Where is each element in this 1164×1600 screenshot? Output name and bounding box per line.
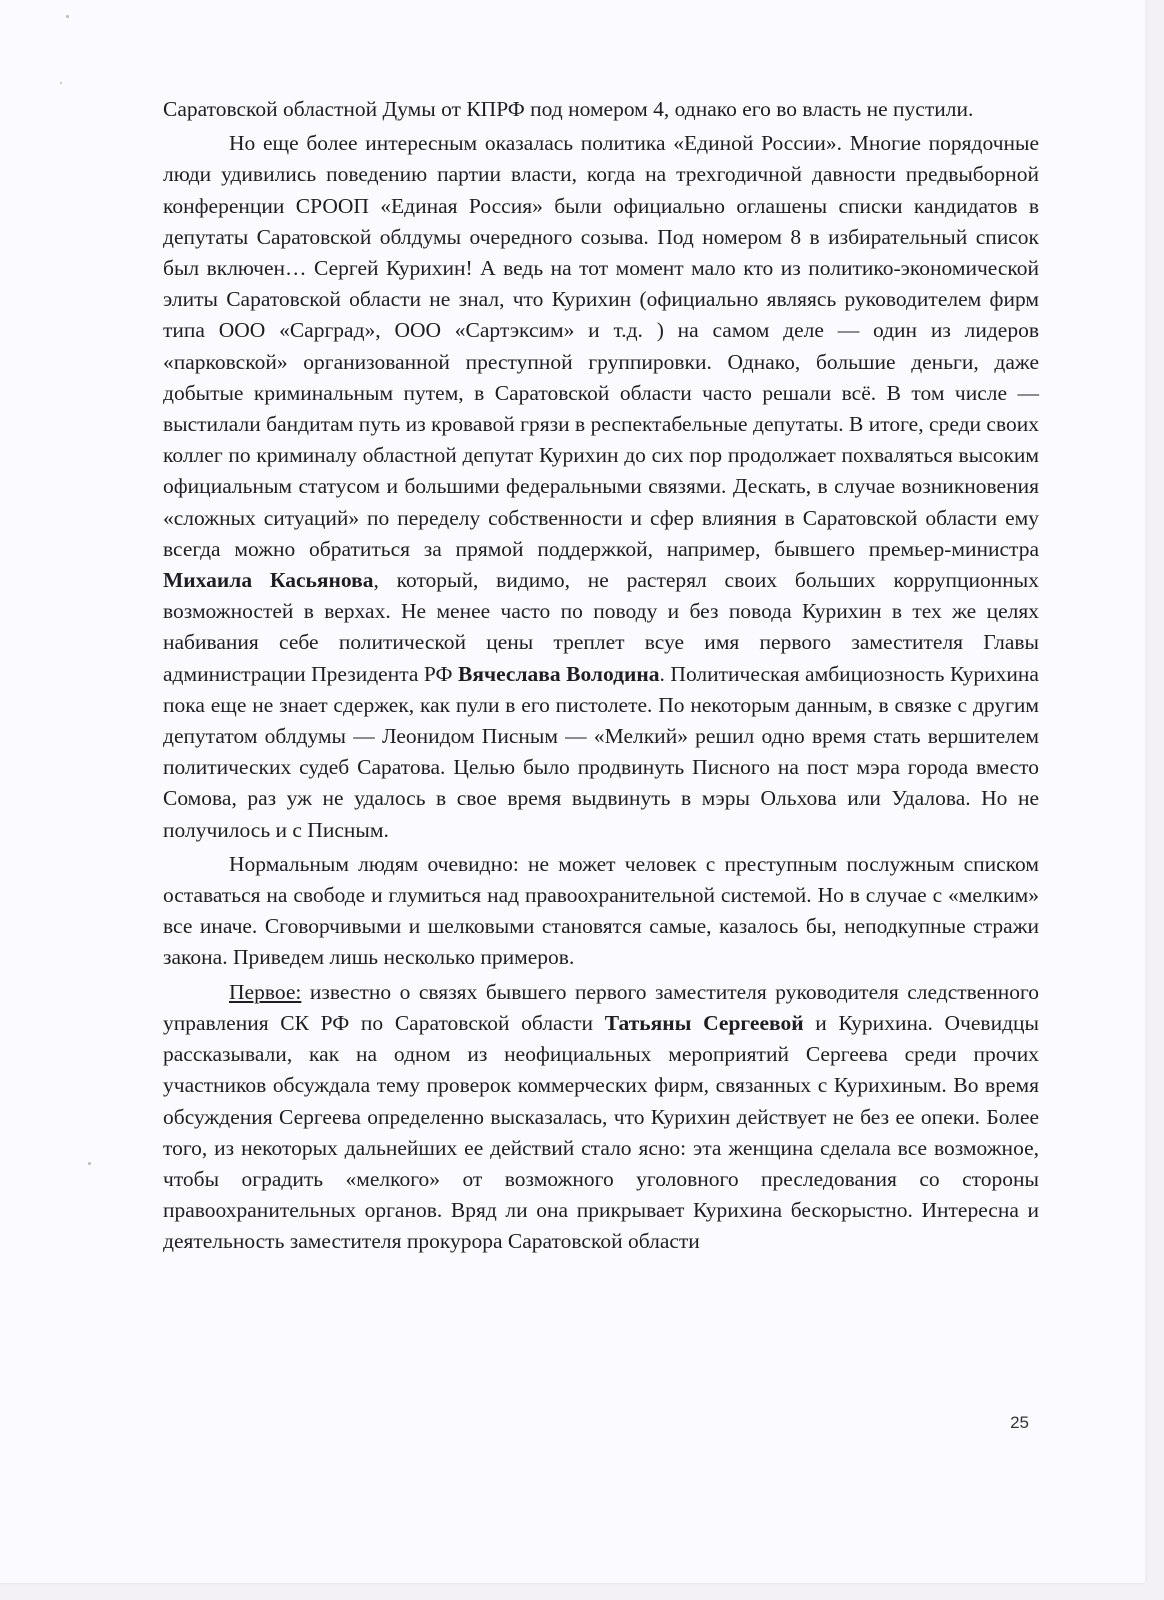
text-run: известно о связях бывшего первого заместителя руководителя следственного управления СК РФ по Саратовской области bbox=[163, 979, 1039, 1035]
document-body bbox=[163, 94, 1039, 1258]
text-run: Нормальным людям очевидно: не может человек с преступным послужным списком оставаться на свободе и глумиться над правоохранительной системой. Но в случае с «мелким» все иначе. Сговорчивыми и шелковыми становятся самые, казалось бы, неподкупные стражи закона. Приведем лишь несколько примеров. bbox=[163, 851, 1039, 970]
scan-speck bbox=[66, 15, 69, 18]
scan-speck bbox=[88, 1162, 91, 1165]
page-number: 25 bbox=[1010, 1413, 1029, 1432]
text-run: . Политическая амбициозность Курихина пока еще не знает сдержек, как пули в его пистолете. По некоторым данным, в связке с другим депутатом облдумы — Леонидом Писным — «Мелкий» решил одно время стать вершителем политических судеб Саратова. Целью было продвинуть Писного на пост мэра города вместо Сомова, раз уж не удалось в свое время выдвинуть в мэры Ольхова или Удалова. Но не получилось и с Писным. bbox=[163, 661, 1039, 842]
paragraph bbox=[163, 849, 1039, 974]
bold-name: Татьяны Сергеевой bbox=[604, 1010, 804, 1035]
underlined-heading: Первое: bbox=[229, 979, 302, 1004]
paragraph bbox=[163, 977, 1039, 1258]
paragraph bbox=[163, 128, 1039, 846]
text-run: и Курихина. Очевидцы рассказывали, как на одном из неофициальных мероприятий Сергеева среди прочих участников обсуждала тему проверок коммерческих фирм, связанных с Курихиным. Во время обсуждения Сергеева определенно высказалась, что Курихин действует не без ее опеки. Более того, из некоторых дальнейших ее действий стало ясно: эта женщина сделала все возможное, чтобы оградить «мелкого» от возможного уголовного преследования со стороны правоохранительных органов. Вряд ли она прикрывает Курихина бескорыстно. Интересна и деятельность заместителя прокурора Саратовской области bbox=[163, 1010, 1039, 1254]
bold-name: Вячеслава Володина bbox=[458, 661, 660, 686]
bold-name: Михаила Касьянова bbox=[163, 568, 374, 593]
text-run: Но еще более интересным оказалась политика «Единой России». Многие порядочные люди удивились поведению партии власти, когда на трехгодичной давности предвыборной конференции СРООП «Единая Россия» были официально оглашены списки кандидатов в депутаты Саратовской облдумы очередного созыва. Под номером 8 в избирательный список был включен… Сергей Курихин! А ведь на тот момент мало кто из политико-экономической элиты Саратовской области не знал, что Курихин (официально являясь руководителем фирм типа ООО «Сарград», ООО «Сартэксим» и т.д. ) на самом деле — один из лидеров «парковской» организованной преступной группировки. Однако, большие деньги, даже добытые криминальным путем, в Саратовской области часто решали всё. В том числе — выстилали бандитам путь из кровавой грязи в респектабельные депутаты. В итоге, среди своих коллег по криминалу областной депутат Курихин до сих пор продолжает похваляться высоким официальным статусом и большими федеральными связями. Дескать, в случае возникновения «сложных ситуаций» по переделу собственности и сфер влияния в Саратовской области ему всегда можно обратиться за прямой поддержкой, например, бывшего премьер-министра bbox=[163, 131, 1039, 561]
text-run: Саратовской областной Думы от КПРФ под номером 4, однако его во власть не пустили. bbox=[163, 97, 974, 121]
paragraph bbox=[163, 94, 1039, 125]
text-run: , который, видимо, не растерял своих больших коррупционных возможностей в верхах. Не менее часто по поводу и без повода Курихин в тех же целях набивания себе политической цены треплет всуе имя первого заместителя Главы администрации Президента РФ bbox=[163, 568, 1039, 686]
scan-speck bbox=[60, 82, 62, 84]
